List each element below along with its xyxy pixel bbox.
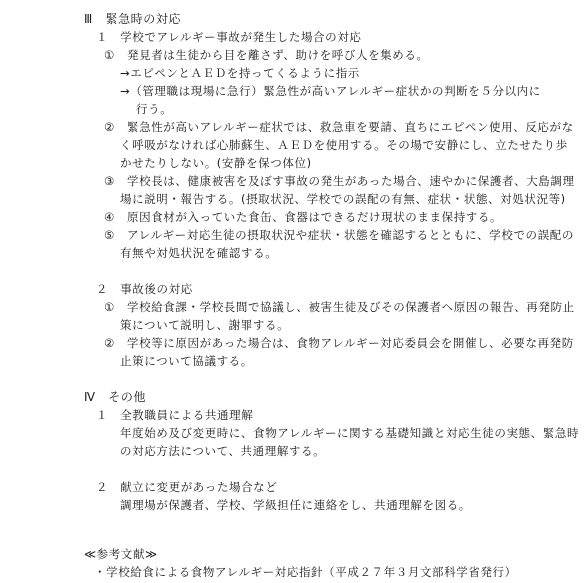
item-3-2-1-line-2: 策について説明し、謝罪する。 <box>120 318 290 332</box>
section-4-2-line-1: 調理場が保護者、学校、学級担任に連絡をし、共通理解を図る。 <box>120 498 471 512</box>
item-3-1-1-line-3: →（管理職は現場に急行）緊急性が高いアレルギー症状かの判断を５分以内に <box>120 84 541 98</box>
item-3-1-3-line-2: 場に説明・報告する。(摂取状況、学校での誤配の有無、症状・状態、対処状況等) <box>120 192 566 206</box>
item-3-1-2-line-3: かせたりしない。(安静を保つ体位) <box>120 156 312 170</box>
section-4-1-line-1: 年度始め及び変更時に、食物アレルギーに関する基礎知識と対応生徒の実態、緊急時 <box>120 426 580 440</box>
references-heading: ≪参考文献≫ <box>84 547 158 561</box>
section-4-heading: Ⅳ その他 <box>84 390 147 404</box>
item-3-1-1-line-4: 行う。 <box>136 102 173 116</box>
item-3-1-2-line-2: く呼吸がなければ心肺蘇生、ＡＥＤを使用する。その場で安静にし、立たせたり歩 <box>120 138 568 152</box>
item-3-1-3-line-1: ③ 学校長は、健康被害を及ぼす事故の発生があった場合、速やかに保護者、大島調理 <box>104 174 575 188</box>
item-3-1-1-line-2: →エピペンとＡＥＤを持ってくるように指示 <box>120 66 360 80</box>
reference-item: ・学校給食による食物アレルギー対応指針（平成２７年３月文部科学省発行） <box>94 565 517 579</box>
section-4-1-line-2: の対応方法について、共通理解する。 <box>120 444 326 458</box>
item-3-1-2-line-1: ② 緊急性が高いアレルギー症状では、救急車を要請、直ちにエピペン使用、反応がな <box>104 120 574 134</box>
section-3-2-heading: ２ 事故後の対応 <box>96 282 193 296</box>
item-3-1-1-line-1: ① 発見者は生徒から目を離さず、助けを呼び人を集める。 <box>104 48 429 62</box>
section-4-1-heading: １ 全教職員による共通理解 <box>96 408 254 422</box>
item-3-1-4-line-1: ④ 原因食材が入っていた食缶、食器はできるだけ現状のまま保持する。 <box>104 210 503 224</box>
section-4-2-heading: ２ 献立に変更があった場合など <box>96 480 278 494</box>
item-3-1-5-line-1: ⑤ アレルギー対応生徒の摂取状況や症状・状態を確認するとともに、学校での誤配の <box>104 228 574 242</box>
item-3-1-5-line-2: 有無や対処状況を確認する。 <box>120 246 278 260</box>
section-3-heading: Ⅲ 緊急時の対応 <box>84 12 182 26</box>
section-3-1-heading: １ 学校でアレルギー事故が発生した場合の対応 <box>96 30 362 44</box>
item-3-2-2-line-1: ② 学校等に原因があった場合は、食物アレルギー対応委員会を開催し、必要な再発防 <box>104 336 574 350</box>
item-3-2-2-line-2: 止策について協議する。 <box>120 354 253 368</box>
item-3-2-1-line-1: ① 学校給食課・学校長間で協議し、被害生徒及びその保護者へ原因の報告、再発防止 <box>104 300 575 314</box>
